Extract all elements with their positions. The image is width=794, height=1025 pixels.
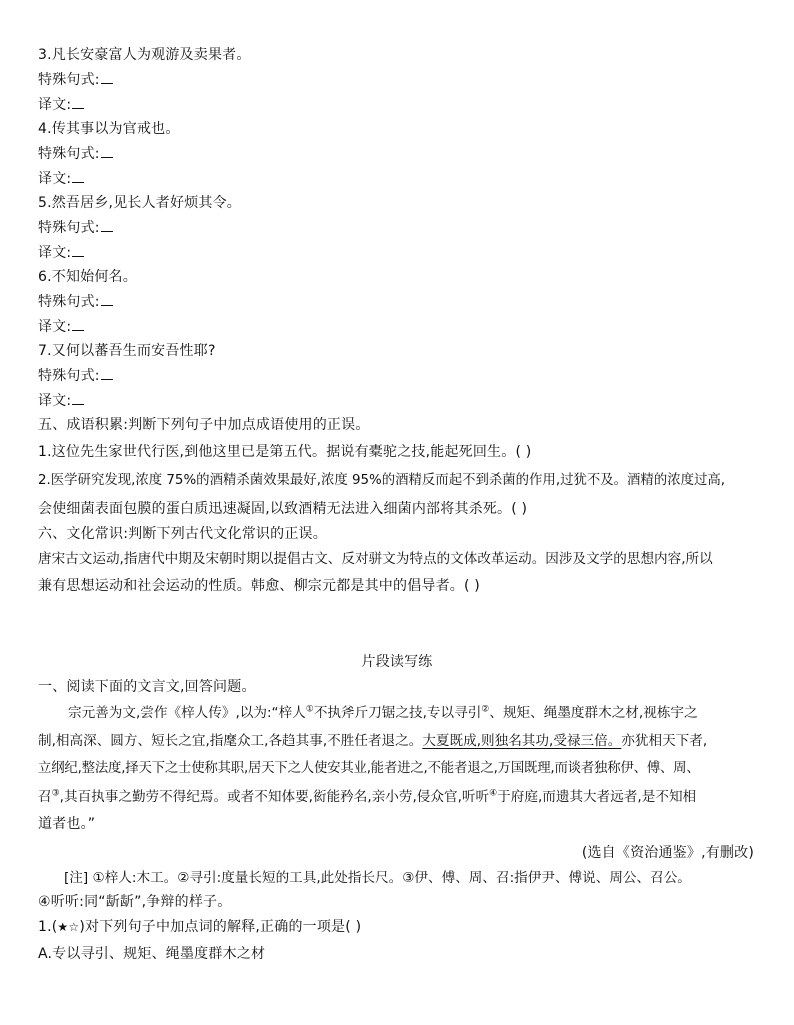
q3-special-label: 特殊句式: bbox=[38, 72, 100, 88]
passage-line-4-text-a: 召 bbox=[38, 789, 52, 805]
passage-line-5: 道者也。” bbox=[38, 816, 96, 832]
q7-special-line bbox=[38, 367, 113, 385]
q3-translation-blank[interactable] bbox=[72, 96, 84, 109]
underlined-sentence: 大夏既成,则独名其功,受禄三倍。 bbox=[422, 733, 622, 749]
q6-special-label: 特殊句式: bbox=[38, 294, 100, 310]
section5-item2-line1: 2.医学研究发现,浓度 75%的酒精杀菌效果最好,浓度 95%的酒精反而起不到杀菌的作用,过犹不及。酒精的浓度过高, bbox=[38, 473, 726, 488]
passage-line-3: 立纲纪,整法度,择天下之士使称其职,居天下之人使安其业,能者进之,不能者退之,万国既理,而谈者独称伊、傅、周、 bbox=[38, 761, 700, 776]
q5-special-line bbox=[38, 219, 113, 237]
section5-item2-line2: 会使细菌表面包膜的蛋白质迅速凝固,以致酒精无法进入细菌内部将其杀死。( ) bbox=[38, 501, 528, 517]
q5-translation-label: 译文: bbox=[38, 245, 72, 261]
q5-translation-blank[interactable] bbox=[72, 244, 84, 257]
q6-translation-label: 译文: bbox=[38, 319, 72, 335]
q5-special-label: 特殊句式: bbox=[38, 220, 100, 236]
footnote-marker-4: ④ bbox=[489, 788, 498, 799]
section6-title: 六、文化常识:判断下列古代文化常识的正误。 bbox=[38, 526, 327, 542]
passage-source: (选自《资治通鉴》,有删改) bbox=[581, 845, 754, 861]
annotation-line-2: ④听听:同“龂龂”,争辩的样子。 bbox=[38, 894, 232, 910]
q3-translation-line bbox=[38, 96, 84, 114]
passage-line-2-text-b: 亦犹相天下者, bbox=[621, 733, 708, 749]
footnote-marker-2: ② bbox=[481, 704, 490, 715]
passage-line-4 bbox=[38, 788, 696, 806]
q4-special-blank[interactable] bbox=[101, 145, 113, 158]
question-1-text: )对下列句子中加点词的解释,正确的一项是( ) bbox=[79, 919, 362, 935]
q7-sentence: 7.又何以蕃吾生而安吾性耶? bbox=[38, 343, 216, 359]
reading-heading: 片段读写练 bbox=[361, 654, 433, 670]
q6-sentence: 6.不知始何名。 bbox=[38, 269, 137, 285]
annotation-line-1: [注] ①梓人:木工。②寻引:度量长短的工具,此处指长尺。③伊、傅、周、召:指伊尹、傅说、周公、召公。 bbox=[64, 870, 691, 886]
q4-special-label: 特殊句式: bbox=[38, 146, 100, 162]
q4-translation-blank[interactable] bbox=[72, 170, 84, 183]
q6-translation-blank[interactable] bbox=[72, 318, 84, 331]
q7-special-blank[interactable] bbox=[101, 367, 113, 380]
q4-sentence: 4.传其事以为官戒也。 bbox=[38, 121, 180, 137]
difficulty-star-icon: ★☆ bbox=[57, 920, 80, 934]
question-1-prefix: 1.( bbox=[38, 919, 58, 935]
passage-line-1-text-b: 不执斧斤刀锯之技,专以寻引 bbox=[313, 705, 482, 721]
section5-item1: 1.这位先生家世代行医,到他这里已是第五代。据说有橐驼之技,能起死回生。( ) bbox=[38, 444, 532, 460]
q5-special-blank[interactable] bbox=[101, 219, 113, 232]
section6-line1: 唐宋古文运动,指唐代中期及宋朝时期以提倡古文、反对骈文为特点的文体改革运动。因涉及文学的思想内容,所以 bbox=[38, 551, 713, 567]
reading-part1-title: 一、阅读下面的文言文,回答问题。 bbox=[38, 679, 256, 695]
q4-special-line bbox=[38, 145, 113, 163]
q7-special-label: 特殊句式: bbox=[38, 368, 100, 384]
q3-sentence: 3.凡长安豪富人为观游及卖果者。 bbox=[38, 47, 251, 63]
q4-translation-line bbox=[38, 170, 84, 188]
question-1-option-a[interactable]: A.专以寻引、规矩、绳墨度群木之材 bbox=[38, 946, 266, 962]
q7-translation-blank[interactable] bbox=[72, 392, 84, 405]
q5-sentence: 5.然吾居乡,见长人者好烦其令。 bbox=[38, 195, 242, 211]
section6-line2: 兼有思想运动和社会运动的性质。韩愈、柳宗元都是其中的倡导者。( ) bbox=[38, 578, 480, 594]
q7-translation-line bbox=[38, 392, 84, 410]
q4-translation-label: 译文: bbox=[38, 171, 72, 187]
footnote-marker-3: ③ bbox=[51, 788, 60, 799]
q3-special-line bbox=[38, 71, 113, 89]
passage-line-4-text-b: ,其百执事之勤劳不得纪焉。或者不知体要,衒能矜名,亲小劳,侵众官,听听 bbox=[59, 789, 490, 805]
footnote-marker-1: ① bbox=[305, 704, 314, 715]
q3-special-blank[interactable] bbox=[101, 71, 113, 84]
section5-title: 五、成语积累:判断下列句子中加点成语使用的正误。 bbox=[38, 417, 370, 433]
q3-translation-label: 译文: bbox=[38, 97, 72, 113]
passage-line-1-text-a: 宗元善为文,尝作《梓人传》,以为:“梓人 bbox=[68, 705, 306, 721]
passage-line-2 bbox=[38, 732, 707, 750]
passage-line-1-text-c: 、规矩、绳墨度群木之材,视栋宇之 bbox=[489, 705, 698, 721]
q7-translation-label: 译文: bbox=[38, 393, 72, 409]
reading-question-1 bbox=[38, 918, 361, 936]
q6-translation-line bbox=[38, 318, 84, 336]
q5-translation-line bbox=[38, 244, 84, 262]
q6-special-line bbox=[38, 293, 113, 311]
q6-special-blank[interactable] bbox=[101, 293, 113, 306]
passage-line-2-text-a: 制,相高深、圆方、短长之宜,指麾众工,各趋其事,不胜任者退之。 bbox=[38, 733, 423, 749]
passage-line-1 bbox=[68, 704, 698, 722]
passage-line-4-text-c: 于府庭,而遗其大者远者,是不知相 bbox=[497, 789, 697, 805]
